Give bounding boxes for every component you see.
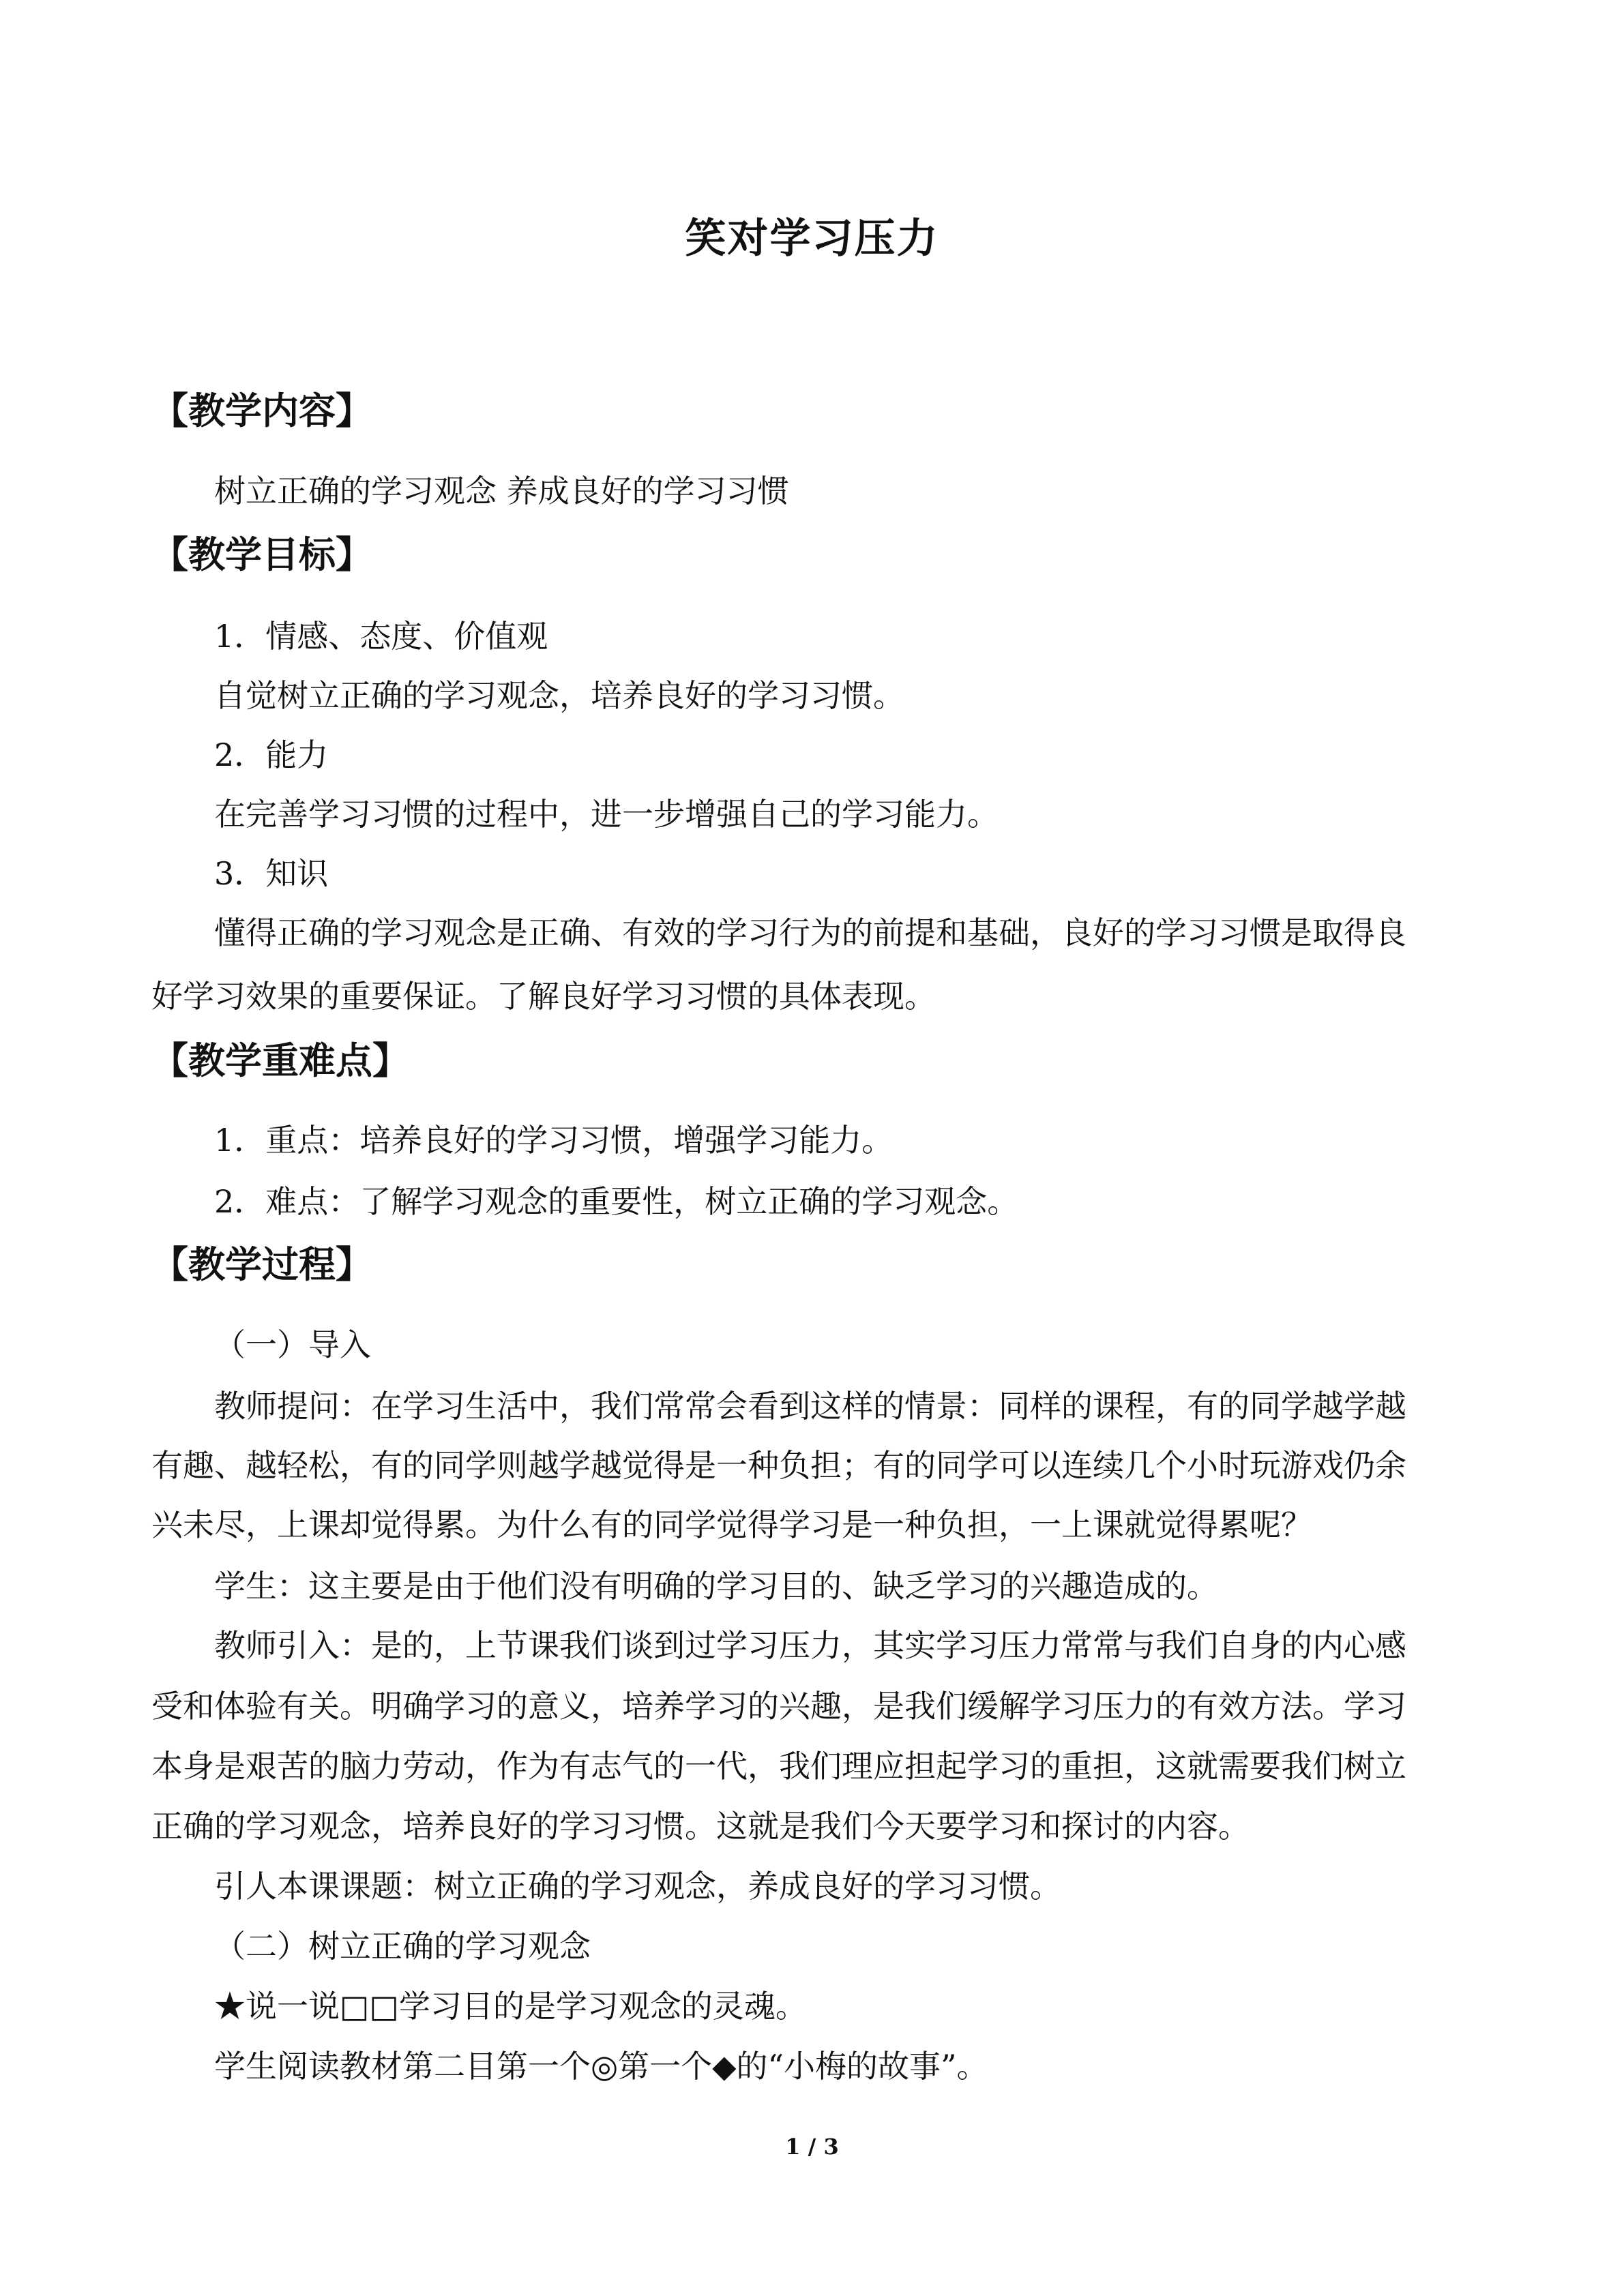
content-text: 树立正确的学习观念 养成良好的学习习惯 bbox=[214, 473, 789, 509]
teacher-intro-line-1: 教师引入：是的，上节课我们谈到过学习压力，其实学习压力常常与我们自身的内心感 bbox=[214, 1627, 1406, 1664]
teacher-intro-line-2: 受和体验有关。明确学习的意义，培养学习的兴趣，是我们缓解学习压力的有效方法。学习 bbox=[151, 1688, 1406, 1725]
goal-item-2-text: 在完善学习习惯的过程中，进一步增强自己的学习能力。 bbox=[214, 796, 999, 833]
goal-item-1-label: 1．情感、态度、价值观 bbox=[214, 618, 548, 655]
key-point-item-2: 2．难点：了解学习观念的重要性，树立正确的学习观念。 bbox=[214, 1183, 1019, 1220]
teacher-intro-line-3: 本身是艰苦的脑力劳动，作为有志气的一代，我们理应担起学习的重担，这就需要我们树立 bbox=[151, 1748, 1406, 1785]
section-heading-key-points: 【教学重难点】 bbox=[151, 1039, 409, 1082]
teacher-question-line-2: 有趣、越轻松，有的同学则越学越觉得是一种负担；有的同学可以连续几个小时玩游戏仍余 bbox=[151, 1447, 1406, 1484]
section-heading-process: 【教学过程】 bbox=[151, 1242, 372, 1286]
process-part-2-label: （二）树立正确的学习观念 bbox=[214, 1928, 591, 1965]
page-title: 笑对学习压力 bbox=[685, 215, 939, 263]
goal-item-1-text: 自觉树立正确的学习观念，培养良好的学习习惯。 bbox=[214, 677, 904, 714]
teacher-question-line-1: 教师提问：在学习生活中，我们常常会看到这样的情景：同样的课程，有的同学越学越 bbox=[214, 1388, 1406, 1425]
page-number: 1 / 3 bbox=[785, 2134, 839, 2160]
teacher-question-line-3: 兴未尽，上课却觉得累。为什么有的同学觉得学习是一种负担，一上课就觉得累呢？ bbox=[151, 1506, 1312, 1543]
reading-instruction: 学生阅读教材第二目第一个◎第一个◆的“小梅的故事”。 bbox=[214, 2048, 988, 2085]
say-it-prompt: ★说一说□□学习目的是学习观念的灵魂。 bbox=[214, 1988, 807, 2025]
section-heading-goals: 【教学目标】 bbox=[151, 533, 372, 576]
process-part-1-label: （一）导入 bbox=[214, 1326, 371, 1363]
goal-item-2-label: 2．能力 bbox=[214, 736, 329, 773]
goal-item-3-text-line-2: 好学习效果的重要保证。了解良好学习习惯的具体表现。 bbox=[151, 978, 936, 1015]
goal-item-3-text-line-1: 懂得正确的学习观念是正确、有效的学习行为的前提和基础，良好的学习习惯是取得良 bbox=[214, 914, 1406, 951]
teacher-intro-line-4: 正确的学习观念，培养良好的学习习惯。这就是我们今天要学习和探讨的内容。 bbox=[151, 1808, 1250, 1845]
goal-item-3-label: 3．知识 bbox=[214, 855, 329, 892]
section-heading-content: 【教学内容】 bbox=[151, 389, 372, 432]
key-point-item-1: 1．重点：培养良好的学习习惯，增强学习能力。 bbox=[214, 1122, 894, 1159]
student-answer: 学生：这主要是由于他们没有明确的学习目的、缺乏学习的兴趣造成的。 bbox=[214, 1568, 1218, 1605]
topic-intro: 引人本课课题：树立正确的学习观念，养成良好的学习习惯。 bbox=[214, 1868, 1061, 1905]
